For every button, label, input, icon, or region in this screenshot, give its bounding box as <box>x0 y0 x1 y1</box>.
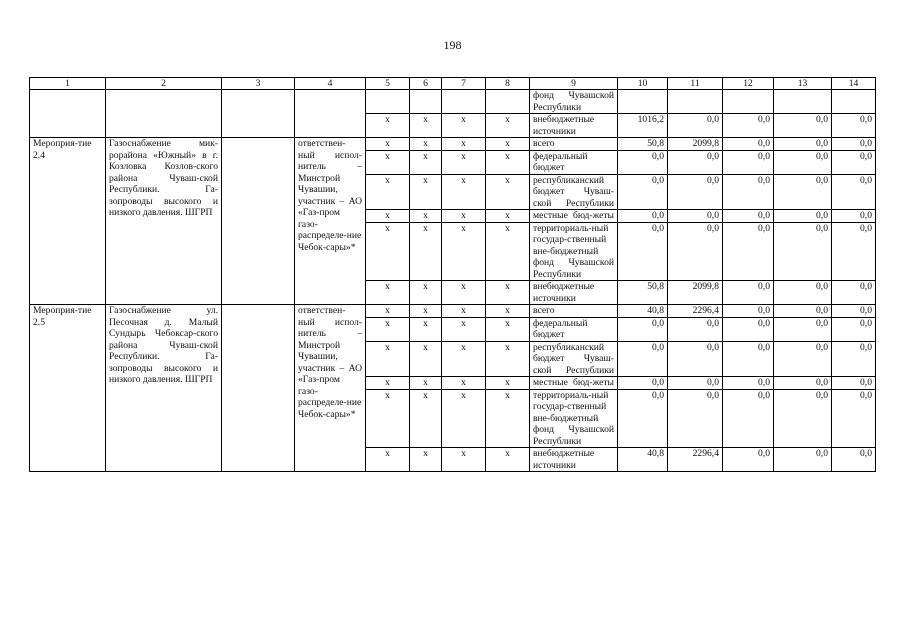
cell-c9: всего <box>530 305 618 318</box>
cell-c10: 50,8 <box>618 138 668 151</box>
cell-c6: x <box>410 448 442 472</box>
cell-c9: федеральный бюджет <box>530 317 618 341</box>
cell-c5: x <box>366 377 410 390</box>
cell-c9: местные бюд-жеты <box>530 210 618 223</box>
cell-c8: x <box>486 448 530 472</box>
cell-c12: 0,0 <box>723 448 774 472</box>
cell-c7: x <box>442 305 486 318</box>
cell-c12: 0,0 <box>723 174 774 210</box>
cell-c5: x <box>366 448 410 472</box>
cell-c5: x <box>366 138 410 151</box>
cell-c9: федеральный бюджет <box>530 150 618 174</box>
cell-c14: 0,0 <box>832 138 876 151</box>
cell-c14: 0,0 <box>832 389 876 448</box>
cell-c5: x <box>366 222 410 281</box>
cell-c10: 0,0 <box>618 389 668 448</box>
cell-c10: 0,0 <box>618 174 668 210</box>
cell-c12: 0,0 <box>723 150 774 174</box>
cell-c14: 0,0 <box>832 150 876 174</box>
cell-c6: x <box>410 210 442 223</box>
cell-c9: территориаль-ный государ-ственный вне-бюджетный фонд Чувашской Республики <box>530 389 618 448</box>
cell-c13: 0,0 <box>774 114 832 138</box>
cell-c7: x <box>442 114 486 138</box>
program-table <box>29 77 876 472</box>
cell-c9: местные бюд-жеты <box>530 377 618 390</box>
cell-c14: 0,0 <box>832 317 876 341</box>
column-header: 3 <box>222 78 295 90</box>
cell-c13: 0,0 <box>774 138 832 151</box>
cell-c8: x <box>486 389 530 448</box>
cell-c10 <box>618 90 668 114</box>
header-row <box>30 78 876 90</box>
cell-c13: 0,0 <box>774 305 832 318</box>
cell-c11: 2296,4 <box>668 305 723 318</box>
cell-c9: внебюджетные источники <box>530 281 618 305</box>
cell-c6: x <box>410 389 442 448</box>
cell-c14 <box>832 90 876 114</box>
measure-description: Газоснабжение мик-рорайона «Южный» в г. Козловка Козлов-ского района Чуваш-ской Республики. Га-зопроводы высокого и низкого давления. ШГРП <box>106 138 222 305</box>
cell-c12: 0,0 <box>723 210 774 223</box>
cell-c7: x <box>442 377 486 390</box>
cell-c14: 0,0 <box>832 341 876 377</box>
cell-c1 <box>30 90 106 138</box>
cell-c12: 0,0 <box>723 222 774 281</box>
cell-c8: x <box>486 150 530 174</box>
cell-c11: 0,0 <box>668 150 723 174</box>
cell-c13: 0,0 <box>774 389 832 448</box>
cell-c8: x <box>486 138 530 151</box>
cell-c8: x <box>486 210 530 223</box>
cell-c9: внебюджетные источники <box>530 114 618 138</box>
cell-c6: x <box>410 174 442 210</box>
cell-c2 <box>106 90 222 138</box>
responsible-executor: ответствен-ный испол-нитель – Минстрой Чувашии, участник – АО «Газ-пром газо-распределе-ние Чебок-сары»* <box>295 305 366 472</box>
cell-c6: x <box>410 281 442 305</box>
column-header: 10 <box>618 78 668 90</box>
cell-c6: x <box>410 222 442 281</box>
cell-c11 <box>668 90 723 114</box>
cell-c3 <box>222 305 295 472</box>
cell-c8 <box>486 90 530 114</box>
cell-c5: x <box>366 281 410 305</box>
cell-c7: x <box>442 448 486 472</box>
table-row <box>30 305 876 318</box>
cell-c4 <box>295 90 366 138</box>
cell-c8: x <box>486 317 530 341</box>
responsible-executor: ответствен-ный испол-нитель – Минстрой Чувашии, участник – АО «Газ-пром газо-распределе-ние Чебок-сары»* <box>295 138 366 305</box>
cell-c5: x <box>366 317 410 341</box>
cell-c14: 0,0 <box>832 448 876 472</box>
cell-c5: x <box>366 305 410 318</box>
cell-c5: x <box>366 174 410 210</box>
cell-c7: x <box>442 174 486 210</box>
cell-c6: x <box>410 341 442 377</box>
cell-c5: x <box>366 389 410 448</box>
cell-c13: 0,0 <box>774 174 832 210</box>
cell-c8: x <box>486 305 530 318</box>
column-header: 11 <box>668 78 723 90</box>
cell-c13: 0,0 <box>774 222 832 281</box>
measure-id: Мероприя-тие 2.5 <box>30 305 106 472</box>
cell-c10: 0,0 <box>618 317 668 341</box>
cell-c13 <box>774 90 832 114</box>
cell-c9: территориаль-ный государ-ственный вне-бюджетный фонд Чувашской Республики <box>530 222 618 281</box>
column-header: 7 <box>442 78 486 90</box>
cell-c7: x <box>442 389 486 448</box>
cell-c11: 0,0 <box>668 317 723 341</box>
cell-c10: 50,8 <box>618 281 668 305</box>
cell-c7: x <box>442 341 486 377</box>
cell-c12: 0,0 <box>723 114 774 138</box>
column-header: 13 <box>774 78 832 90</box>
cell-c8: x <box>486 114 530 138</box>
cell-c6 <box>410 90 442 114</box>
cell-c3 <box>222 138 295 305</box>
measure-id: Мероприя-тие 2.4 <box>30 138 106 305</box>
cell-c11: 0,0 <box>668 222 723 281</box>
cell-c12: 0,0 <box>723 317 774 341</box>
cell-c11: 0,0 <box>668 389 723 448</box>
cell-c14: 0,0 <box>832 377 876 390</box>
cell-c10: 1016,2 <box>618 114 668 138</box>
cell-c10: 0,0 <box>618 210 668 223</box>
cell-c12: 0,0 <box>723 389 774 448</box>
cell-c12: 0,0 <box>723 138 774 151</box>
cell-c6: x <box>410 114 442 138</box>
cell-c11: 2099,8 <box>668 138 723 151</box>
cell-c14: 0,0 <box>832 114 876 138</box>
cell-c14: 0,0 <box>832 174 876 210</box>
cell-c6: x <box>410 317 442 341</box>
cell-c3 <box>222 90 295 138</box>
cell-c6: x <box>410 138 442 151</box>
cell-c10: 0,0 <box>618 222 668 281</box>
cell-c9: фонд Чувашской Республики <box>530 90 618 114</box>
page-number: 198 <box>443 38 462 52</box>
column-header: 9 <box>530 78 618 90</box>
cell-c7: x <box>442 222 486 281</box>
cell-c12: 0,0 <box>723 341 774 377</box>
cell-c12: 0,0 <box>723 305 774 318</box>
cell-c5: x <box>366 114 410 138</box>
cell-c13: 0,0 <box>774 210 832 223</box>
cell-c11: 0,0 <box>668 377 723 390</box>
cell-c9: внебюджетные источники <box>530 448 618 472</box>
cell-c11: 0,0 <box>668 114 723 138</box>
cell-c11: 0,0 <box>668 210 723 223</box>
column-header: 4 <box>295 78 366 90</box>
table-row <box>30 138 876 151</box>
cell-c14: 0,0 <box>832 210 876 223</box>
cell-c10: 40,8 <box>618 305 668 318</box>
column-header: 2 <box>106 78 222 90</box>
cell-c13: 0,0 <box>774 341 832 377</box>
cell-c6: x <box>410 377 442 390</box>
cell-c9: всего <box>530 138 618 151</box>
cell-c7: x <box>442 210 486 223</box>
column-header: 12 <box>723 78 774 90</box>
cell-c13: 0,0 <box>774 317 832 341</box>
cell-c10: 40,8 <box>618 448 668 472</box>
column-header: 6 <box>410 78 442 90</box>
cell-c10: 0,0 <box>618 377 668 390</box>
cell-c9: республиканский бюджет Чуваш-ской Республики <box>530 341 618 377</box>
cell-c8: x <box>486 281 530 305</box>
cell-c5 <box>366 90 410 114</box>
cell-c6: x <box>410 305 442 318</box>
cell-c13: 0,0 <box>774 150 832 174</box>
cell-c13: 0,0 <box>774 281 832 305</box>
cell-c5: x <box>366 210 410 223</box>
cell-c11: 0,0 <box>668 341 723 377</box>
cell-c8: x <box>486 222 530 281</box>
cell-c5: x <box>366 341 410 377</box>
column-header: 14 <box>832 78 876 90</box>
cell-c13: 0,0 <box>774 448 832 472</box>
cell-c12 <box>723 90 774 114</box>
cell-c12: 0,0 <box>723 281 774 305</box>
cell-c9: республиканский бюджет Чуваш-ской Республики <box>530 174 618 210</box>
column-header: 1 <box>30 78 106 90</box>
table-row <box>30 90 876 114</box>
column-header: 8 <box>486 78 530 90</box>
cell-c11: 2296,4 <box>668 448 723 472</box>
cell-c7: x <box>442 150 486 174</box>
cell-c10: 0,0 <box>618 150 668 174</box>
measure-description: Газоснабжение ул. Песочная д. Малый Сундырь Чебоксар-ского района Чуваш-ской Республики. Га-зопроводы высокого и низкого давления. ШГРП <box>106 305 222 472</box>
cell-c12: 0,0 <box>723 377 774 390</box>
cell-c10: 0,0 <box>618 341 668 377</box>
cell-c14: 0,0 <box>832 281 876 305</box>
cell-c7: x <box>442 317 486 341</box>
cell-c8: x <box>486 174 530 210</box>
cell-c14: 0,0 <box>832 305 876 318</box>
cell-c11: 0,0 <box>668 174 723 210</box>
cell-c14: 0,0 <box>832 222 876 281</box>
cell-c13: 0,0 <box>774 377 832 390</box>
cell-c6: x <box>410 150 442 174</box>
cell-c8: x <box>486 377 530 390</box>
cell-c7: x <box>442 281 486 305</box>
cell-c7 <box>442 90 486 114</box>
cell-c7: x <box>442 138 486 151</box>
column-header: 5 <box>366 78 410 90</box>
cell-c8: x <box>486 341 530 377</box>
cell-c5: x <box>366 150 410 174</box>
cell-c11: 2099,8 <box>668 281 723 305</box>
